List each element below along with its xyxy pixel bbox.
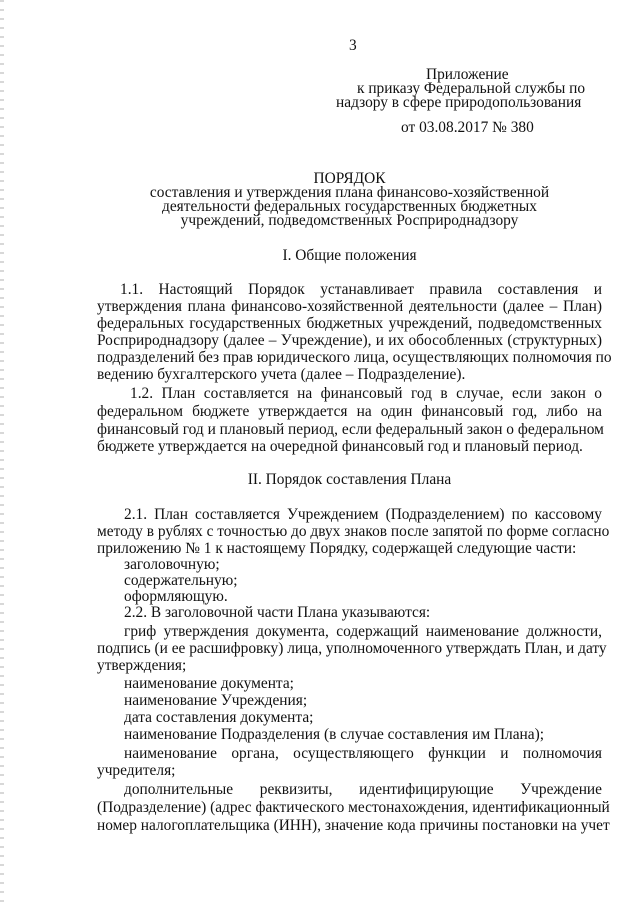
list-item: наименование Учреждения; xyxy=(124,692,308,709)
document-title: ПОРЯДОК xyxy=(313,170,386,187)
scan-edge xyxy=(0,0,4,905)
paragraph-2-2: 2.2. В заголовочной части Плана указываются: xyxy=(124,604,431,621)
list-item: оформляющую. xyxy=(124,588,228,605)
section-1-heading: I. Общие положения xyxy=(282,247,417,264)
document-subtitle-line-3: учреждений, подведомственных Росприроднадзору xyxy=(180,212,519,229)
appendix-date-number: от 03.08.2017 № 380 xyxy=(401,119,534,136)
appendix-order-line: к приказу Федеральной службы по xyxy=(357,80,586,97)
list-item: заголовочную; xyxy=(124,556,220,573)
appendix-label: Приложение xyxy=(426,66,509,83)
document-subtitle-line-1: составления и утверждения плана финансово-хозяйственной xyxy=(149,184,550,201)
page-number: 3 xyxy=(349,37,357,54)
document-subtitle-line-2: деятельности федеральных государственных бюджетных xyxy=(162,198,537,215)
list-item: наименование Подразделения (в случае составления им Плана); xyxy=(124,726,545,743)
list-item: дата составления документа; xyxy=(124,709,314,726)
list-item: наименование документа; xyxy=(124,675,294,692)
document-page: 3 Приложение к приказу Федеральной службы по надзору в сфере природопользования от 03.08.2017 № 380 ПОРЯДОК составления и утверждения плана финансово-хозяйственной деятельности федеральных государственных бюджетных учреждений, подведомственных Росприроднадзору I. Общие положения 1.1. Настоящий Порядок устанавливает правила составления и утверждения плана финансово-хозяйственной деятельности (далее – План) федеральных государственных бюджетных учреждений, подведомственных Росприроднадзору (далее – Учреждение), и их обособленных (структурных) подразделений без прав юридического лица, осуществляющих полномочия по ведению бухгалтерского учета (далее – Подразделение). 1.2. План составляется на финансовый год в случае, если закон о федеральном бюджете утверждается на один финансовый год, либо на финансовый год и плановый период, если федеральный закон о федеральном бюджете утверждается на очередной финансовый год и плановый период. II. Порядок составления Плана 2.1. План составляется Учреждением (Подразделением) по кассовому методу в рублях с точностью до двух знаков после запятой по форме согласно приложению № 1 к настоящему Порядку, содержащей следующие части: заголовочную; содержательную; оформляющую. 2.2. В заголовочной части Плана указываются: гриф утверждения документа, содержащий наименование должности, подпись (и ее расшифровку) лица, уполномоченного утверждать План, и дату утверждения; наименование документа; наименование Учреждения; дата составления документа; наименование Подразделения (в случае составления им Плана); наименование органа, осуществляющего функции и полномочия учредителя; дополнительные реквизиты, идентифицирующие Учреждение (Подразделение) (адрес фактического местонахождения, идентификационный номер налогоплательщика (ИНН), значение кода причины постановки на учет xyxy=(0,0,640,905)
section-2-heading: II. Порядок составления Плана xyxy=(247,471,452,488)
list-item: содержательную; xyxy=(124,572,238,589)
appendix-service-line: надзору в сфере природопользования xyxy=(336,94,582,111)
